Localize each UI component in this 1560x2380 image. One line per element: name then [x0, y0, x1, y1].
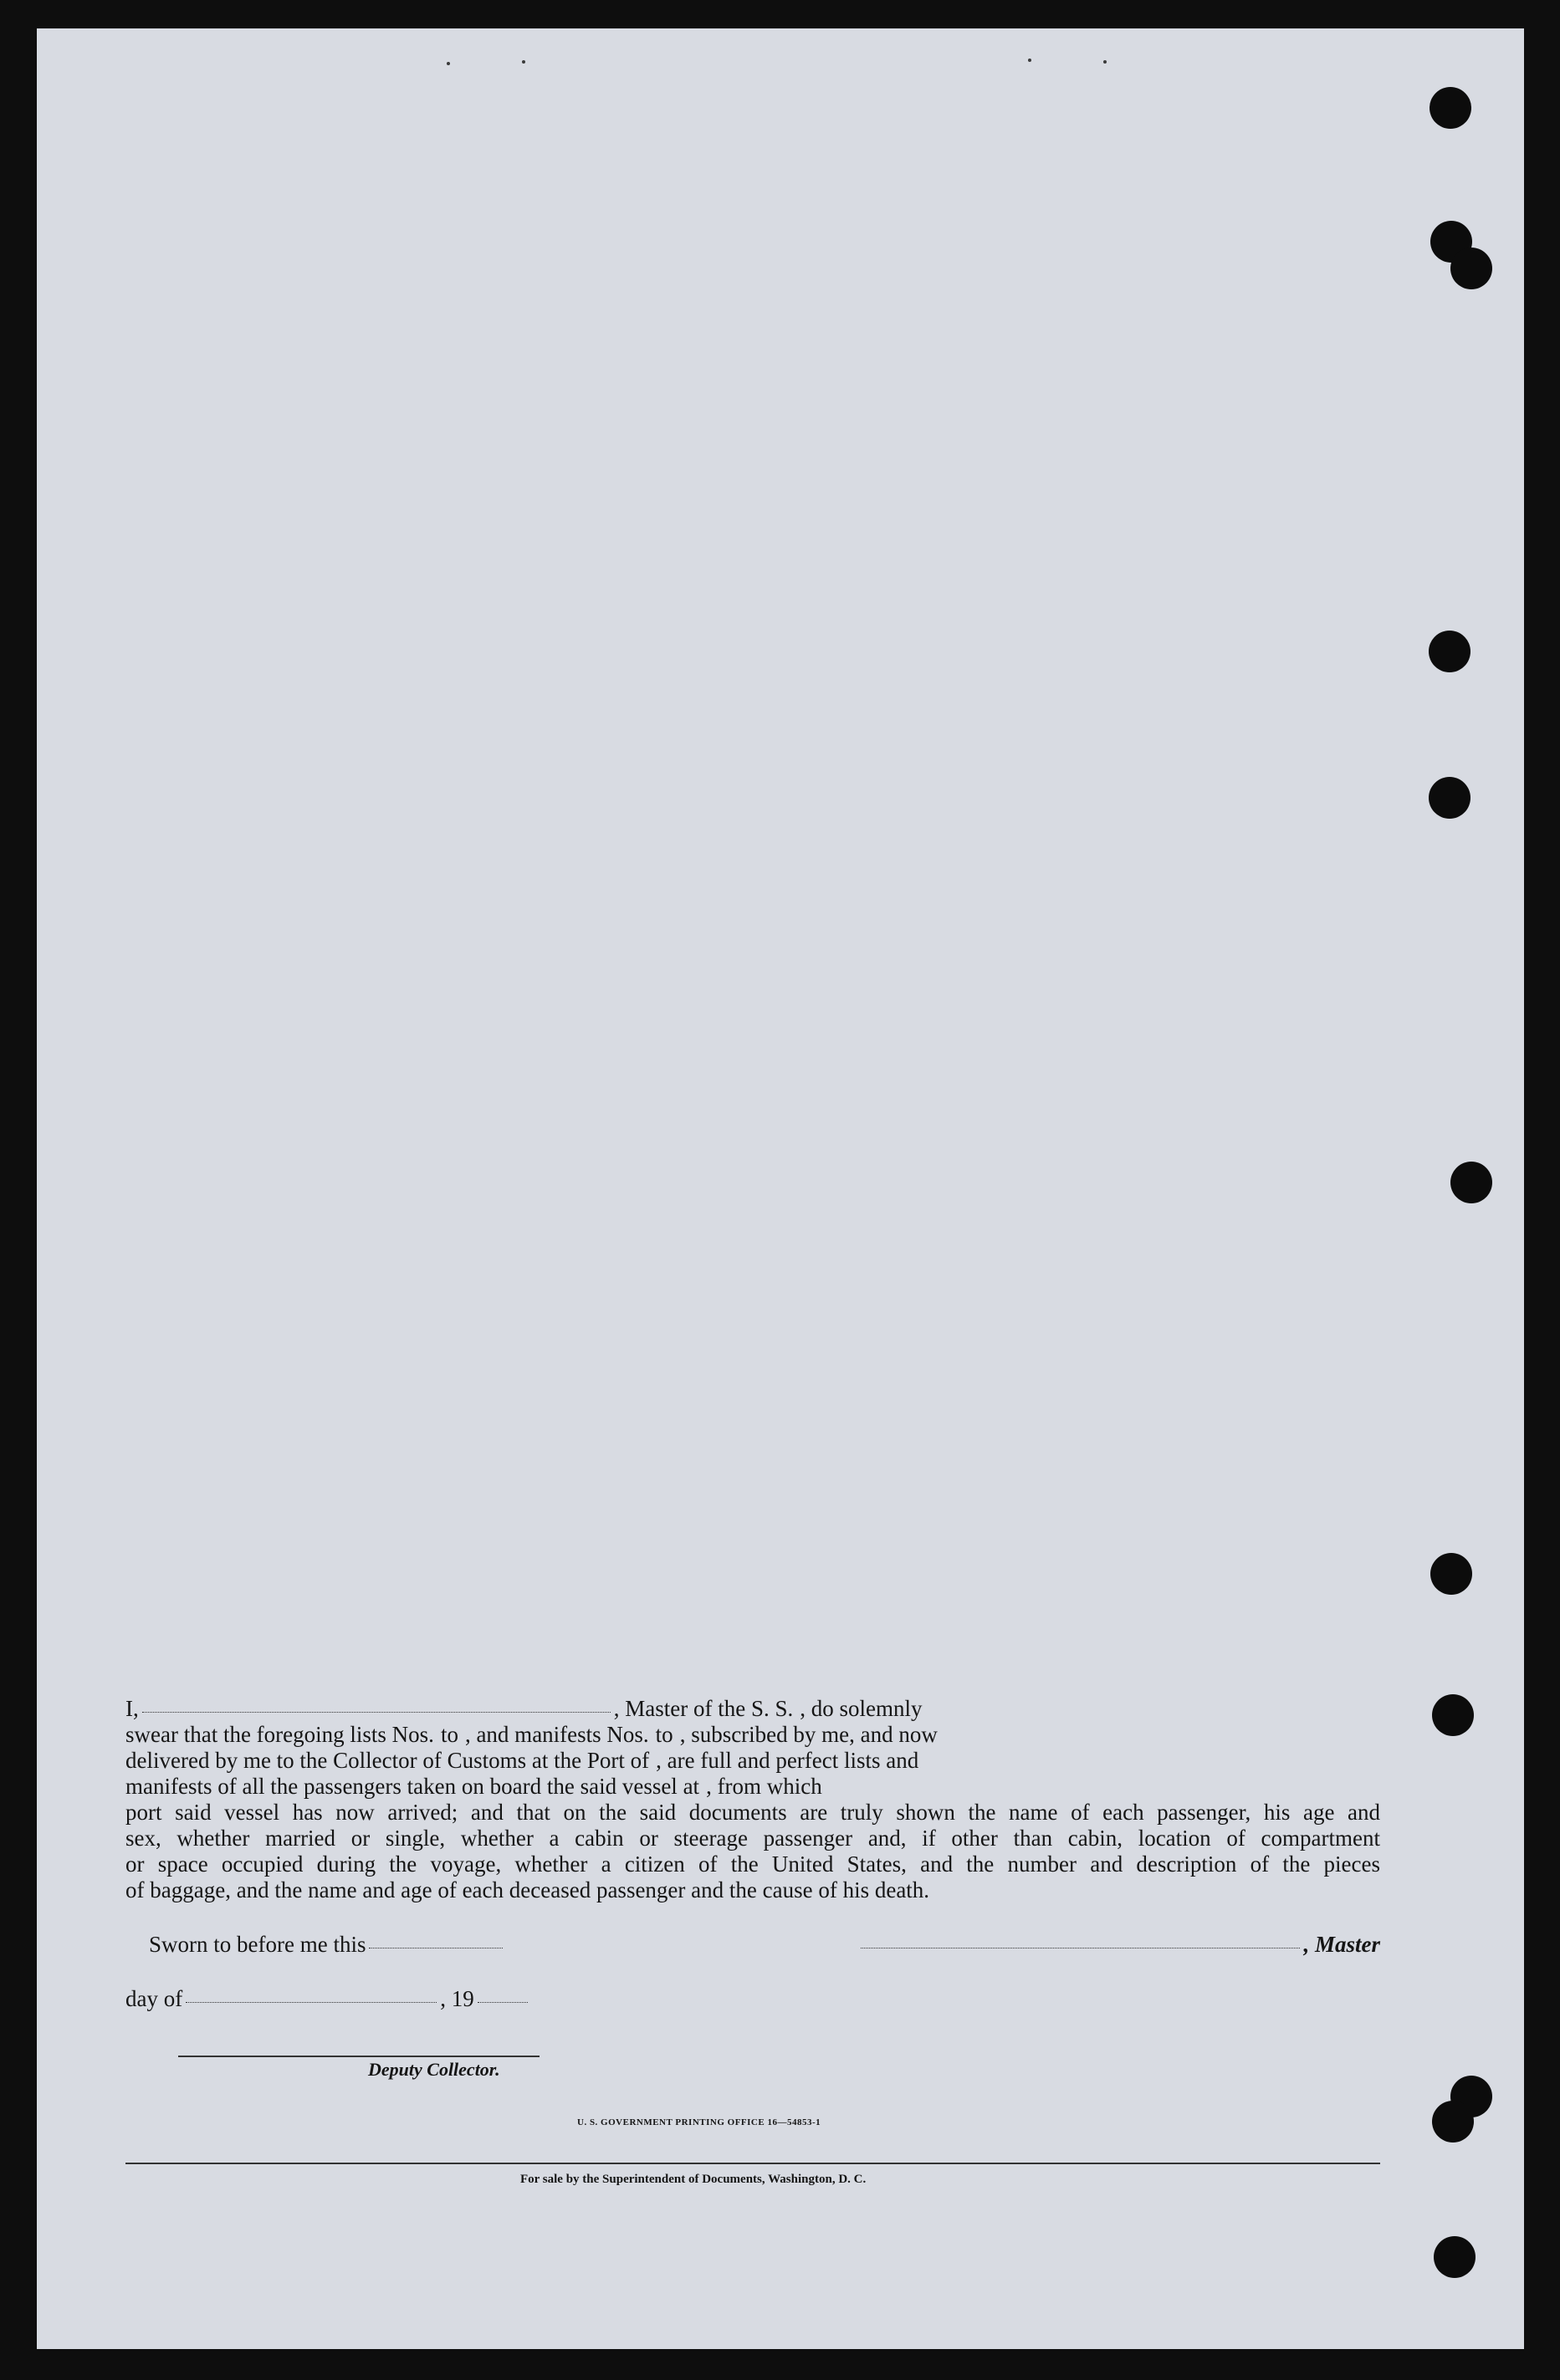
punch-hole — [1429, 631, 1470, 672]
sworn-label: Sworn to before me this — [149, 1932, 366, 1957]
deputy-signature-line[interactable] — [178, 2056, 540, 2057]
punch-hole — [1434, 2236, 1476, 2278]
oath-text: manifests of all the passengers taken on board the said vessel at — [125, 1774, 700, 1799]
punch-hole — [1450, 1162, 1492, 1203]
oath-line-4 — [125, 1774, 1380, 1800]
footer-rule — [125, 2163, 1380, 2164]
scan-speck — [1028, 59, 1031, 62]
oath-line-8: of baggage, and the name and age of each deceased passenger and the cause of his death. — [125, 1877, 930, 1902]
year-label: , 19 — [440, 1986, 474, 2011]
scan-speck — [522, 60, 525, 64]
oath-line-1 — [125, 1696, 1380, 1722]
oath-line-3 — [125, 1748, 1380, 1774]
oath-line-5: port said vessel has now arrived; and that on the said documents are truly shown the name of each passenger, his age and — [125, 1800, 1380, 1825]
printing-office-imprint: U. S. GOVERNMENT PRINTING OFFICE 16—54853-1 — [577, 2117, 821, 2127]
master-label: , Master — [1303, 1932, 1380, 1957]
oath-text: to — [440, 1722, 458, 1747]
oath-text: swear that the foregoing lists Nos. — [125, 1722, 434, 1747]
deputy-collector-label: Deputy Collector. — [368, 2059, 500, 2080]
punch-hole — [1432, 2101, 1474, 2143]
sworn-line — [149, 1932, 506, 1958]
punch-hole — [1432, 1694, 1474, 1736]
master-signature-line — [857, 1932, 1380, 1958]
oath-line-2 — [125, 1722, 1380, 1748]
scan-speck — [447, 62, 450, 65]
punch-hole — [1430, 1553, 1472, 1595]
oath-text: , from which — [706, 1774, 822, 1799]
oath-text: , do solemnly — [800, 1696, 923, 1721]
oath-text: , are full and perfect lists and — [656, 1748, 919, 1773]
punch-hole — [1430, 87, 1471, 129]
oath-text: , subscribed by me, and now — [679, 1722, 938, 1747]
oath-text: , Master of the S. S. — [613, 1696, 794, 1721]
date-line — [125, 1986, 531, 2012]
master-name-blank[interactable] — [142, 1712, 611, 1713]
oath-line-6: sex, whether married or single, whether a cabin or steerage passenger and, if other than cabin, location of compartment — [125, 1826, 1380, 1851]
punch-hole — [1450, 248, 1492, 289]
year-blank[interactable] — [478, 2002, 528, 2003]
oath-text: , and manifests Nos. — [464, 1722, 649, 1747]
scan-speck — [1103, 60, 1107, 64]
month-blank[interactable] — [186, 2002, 437, 2003]
oath-text: I, — [125, 1696, 139, 1721]
sale-notice: For sale by the Superintendent of Documents, Washington, D. C. — [520, 2173, 867, 2186]
master-oath-paragraph — [125, 1696, 1380, 1903]
day-of-label: day of — [125, 1986, 183, 2011]
oath-line-7: or space occupied during the voyage, whether a citizen of the United States, and the number and description of the pieces — [125, 1851, 1380, 1877]
punch-hole — [1429, 777, 1470, 819]
oath-text: to — [655, 1722, 673, 1747]
oath-text: delivered by me to the Collector of Customs at the Port of — [125, 1748, 650, 1773]
